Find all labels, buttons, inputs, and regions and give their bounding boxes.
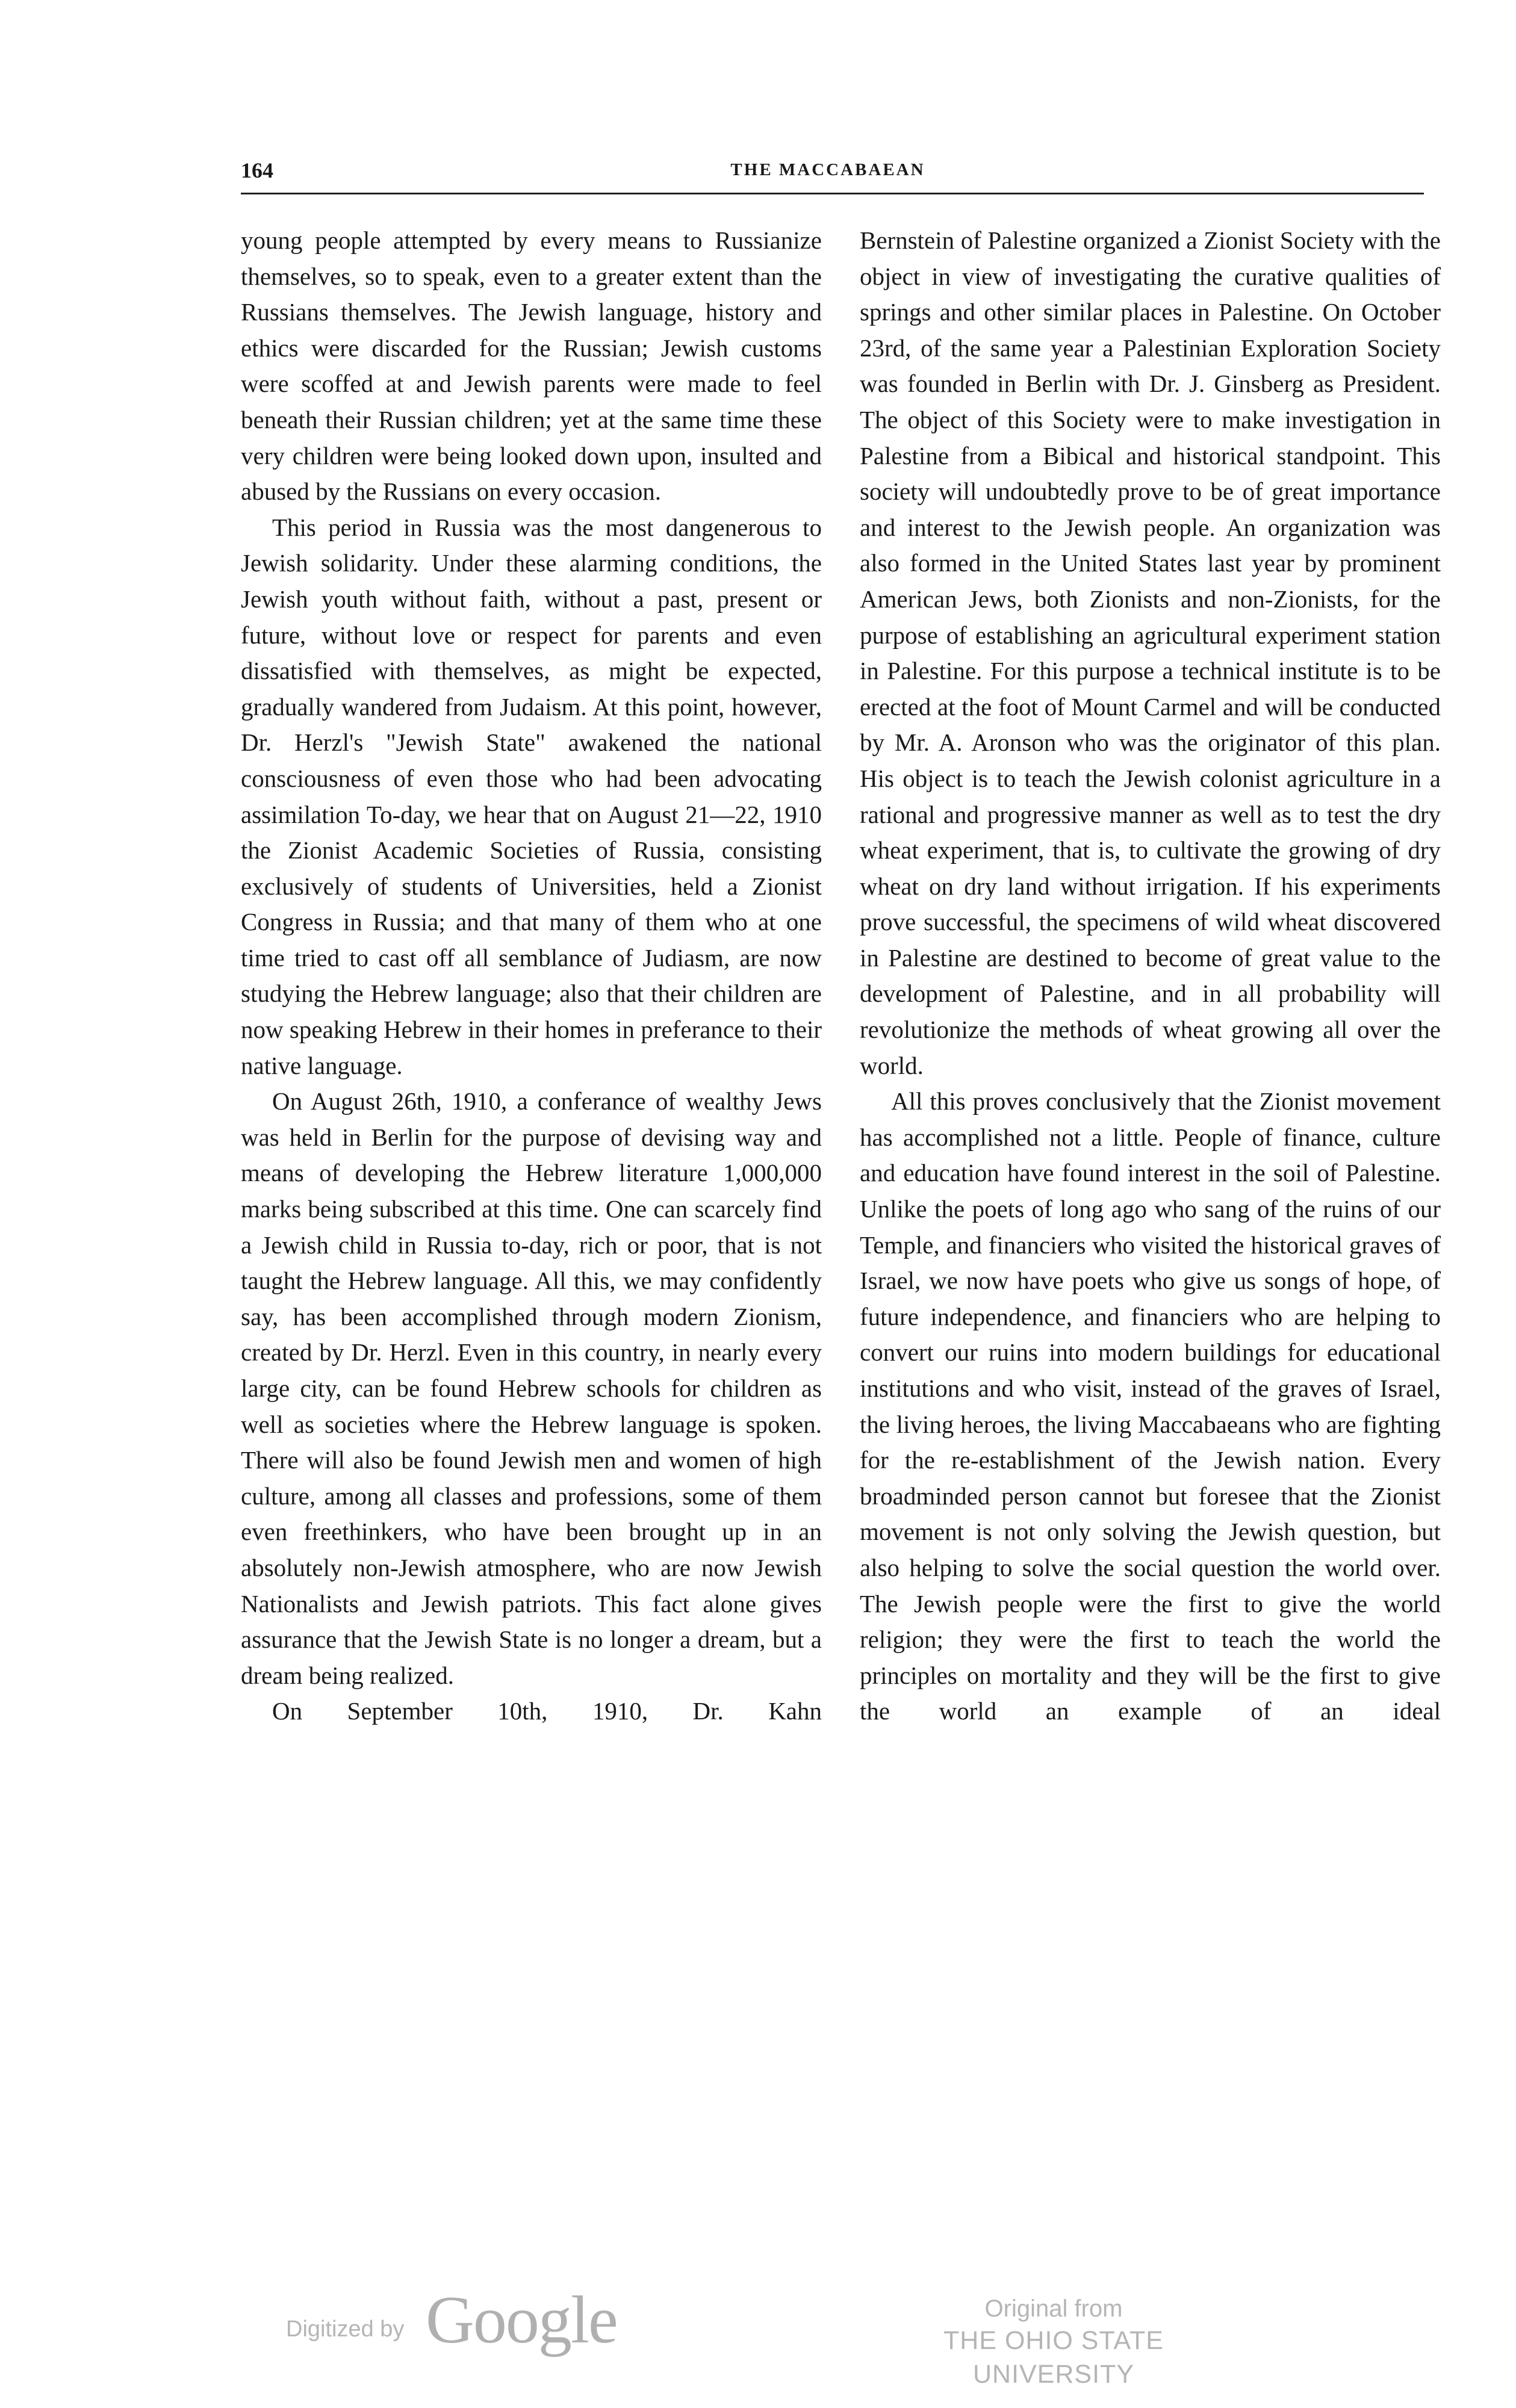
digitized-by-watermark bbox=[286, 2282, 647, 2366]
digitized-label: Digitized by bbox=[286, 2316, 405, 2342]
google-logo: Google bbox=[426, 2283, 617, 2357]
right-column bbox=[860, 223, 1441, 1730]
paragraph: Bernstein of Palestine organized a Zionist Society with the object in view of investigating the curative qualities of springs and other similar places in Palestine. On October 23rd, of the same year a Palestinian Exploration Society was founded in Berlin with Dr. J. Ginsberg as President. The object of this Society were to make investigation in Palestine from a Bibical and historical standpoint. This society will undoubtedly prove to be of great importance and interest to the Jewish people. An organization was also formed in the United States last year by prominent American Jews, both Zionists and non-Zionists, for the purpose of establishing an agricultural experiment station in Palestine. For this purpose a technical institute is to be erected at the foot of Mount Carmel and will be conducted by Mr. A. Aronson who was the originator of this plan. His object is to teach the Jewish colonist agriculture in a rational and progressive manner as well as to test the dry wheat experiment, that is, to cultivate the growing of dry wheat on dry land without irrigation. If his experiments prove successful, the specimens of wild wheat discovered in Palestine are destined to become of great value to the development of Palestine, and in all probability will revolutionize the methods of wheat growing all over the world. bbox=[860, 226, 1441, 1079]
header-rule bbox=[241, 193, 1424, 194]
paragraph: On September 10th, 1910, Dr. Kahn bbox=[272, 1697, 822, 1725]
paragraph: On August 26th, 1910, a conferance of wealthy Jews was held in Berlin for the purpose of devising way and means of developing the Hebrew literature 1,000,000 marks being subscribed at this time. One can scarcely find a Jewish child in Russia to-day, rich or poor, that is not taught the Hebrew language. All this, we may confidently say, has been accomplished through modern Zionism, created by Dr. Herzl. Even in this country, in nearly every large city, can be found Hebrew schools for children as well as societies where the Hebrew language is spoken. There will also be found Jewish men and women of high culture, among all classes and professions, some of them even freethinkers, who have been brought up in an absolutely non-Jewish atmosphere, who are now Jewish Nationalists and Jewish patriots. This fact alone gives assurance that the Jewish State is no longer a dream, but a dream being realized. bbox=[241, 1087, 822, 1689]
page-header bbox=[241, 158, 1415, 188]
left-column bbox=[241, 223, 822, 1730]
paragraph: This period in Russia was the most dangenerous to Jewish solidarity. Under these alarming conditions, the Jewish youth without faith, without a past, present or future, without love or respect for parents and even dissatisfied with themselves, as might be expected, gradually wandered from Judaism. At this point, however, Dr. Herzl's "Jewish State" awakened the national consciousness of even those who had been advocating assimilation To-day, we hear that on August 21—22, 1910 the Zionist Academic Societies of Russia, consisting exclusively of students of Universities, held a Zionist Congress in Russia; and that many of them who at one time tried to cast off all semblance of Judiasm, are now studying the Hebrew language; also that their children are now speaking Hebrew in their homes in preferance to their native language. bbox=[241, 513, 822, 1079]
page-number: 164 bbox=[241, 158, 273, 182]
institution-name: THE OHIO STATE UNIVERSITY bbox=[943, 2326, 1164, 2389]
running-title: THE MACCABAEAN bbox=[730, 160, 925, 179]
paragraph: young people attempted by every means to Russianize themselves, so to speak, even to a greater extent than the Russians themselves. The Jewish language, history and ethics were discarded for the Russian; Jewish customs were scoffed at and Jewish parents were made to feel beneath their Russian children; yet at the same time these very children were being looked down upon, insulted and abused by the Russians on every occasion. bbox=[241, 226, 822, 506]
original-from-label: Original from bbox=[984, 2295, 1123, 2322]
original-source-watermark bbox=[861, 2294, 1246, 2391]
paragraph: All this proves conclusively that the Zionist movement has accomplished not a little. People of finance, culture and education have found interest in the soil of Palestine. Unlike the poets of long ago who sang of the ruins of our Temple, and financiers who visited the historical graves of Israel, we now have poets who give us songs of hope, of future independence, and financiers who are helping to convert our ruins into modern buildings for educational institutions and who visit, instead of the graves of Israel, the living heroes, the living Maccabaeans who are fighting for the re-establishment of the Jewish nation. Every broadminded person cannot but foresee that the Zionist movement is not only solving the Jewish question, but also helping to solve the social question the world over. The Jewish people were the first to give the world religion; they were the first to teach the world the principles on mortality and they will be the first to give the world an example of an ideal bbox=[860, 1087, 1441, 1725]
